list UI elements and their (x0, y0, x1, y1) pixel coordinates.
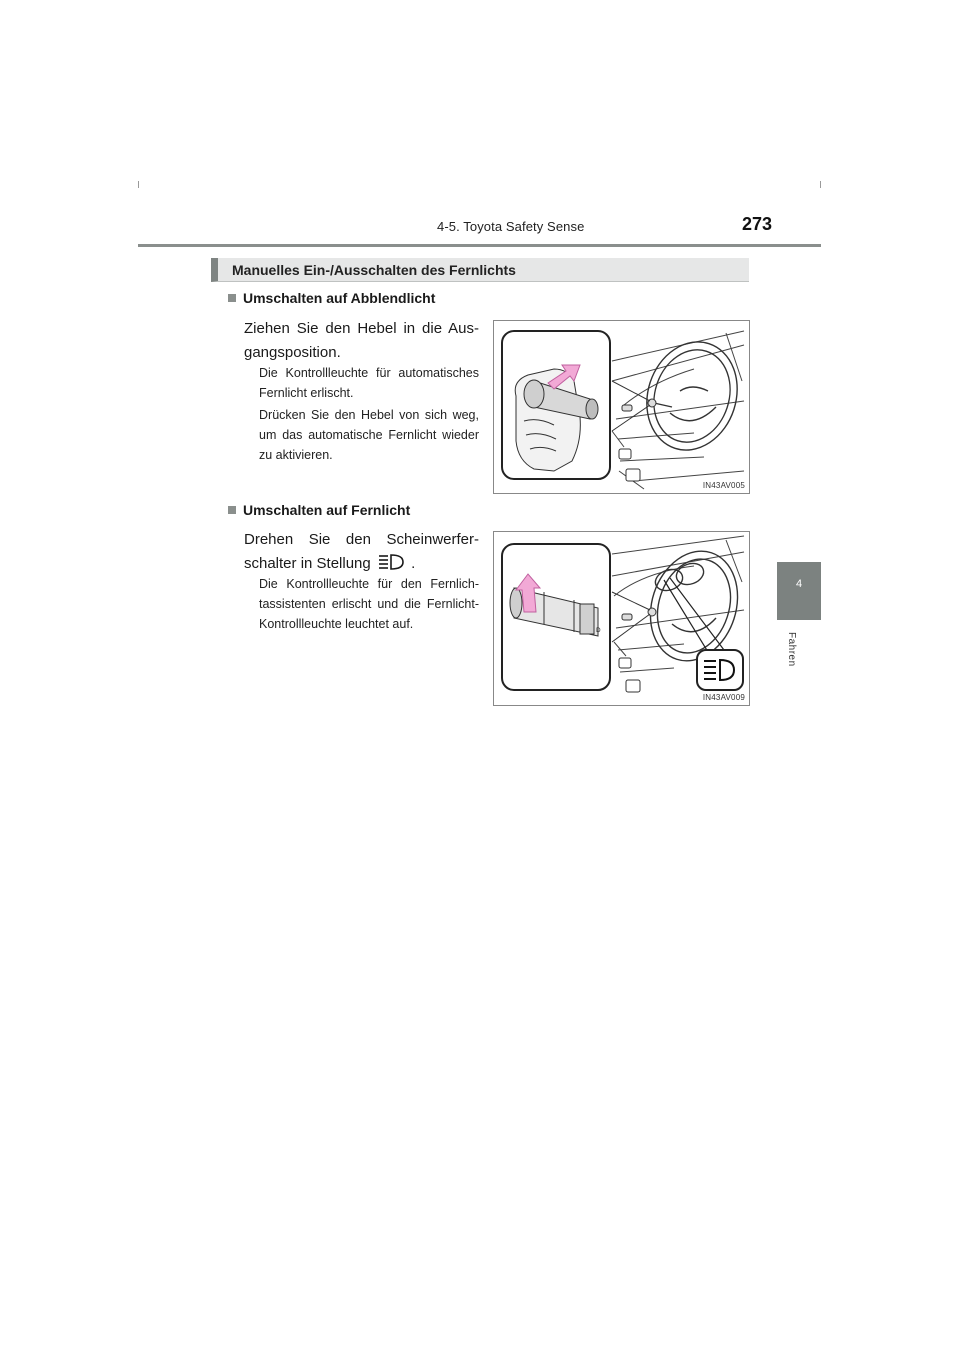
section2-heading: Umschalten auf Fernlicht (243, 502, 411, 518)
crop-mark-left (138, 181, 139, 188)
chapter-number: 4 (795, 578, 803, 590)
section2-instruction (244, 528, 479, 576)
section-title: 4-5. Toyota Safety Sense (437, 219, 585, 234)
header-rule (138, 244, 821, 247)
section-banner (211, 258, 749, 282)
section1-note1: Die Kontrollleuchte für automatisches Fernlicht erlischt. (259, 366, 479, 400)
section2-note: Die Kontrollleuchte für den Fernlichtassistenten erlischt und die Fernlicht-Kontrollleuchte leuchtet auf. (259, 577, 479, 631)
section1-note2: Drücken Sie den Hebel von sich weg, um das automatische Fernlicht wieder zu aktivieren. (259, 408, 479, 462)
figure-lever-high-beam (493, 531, 750, 706)
high-beam-icon (377, 552, 405, 572)
page-number: 273 (742, 214, 773, 234)
figure-lever-low-beam (493, 320, 750, 494)
dashboard-illustration (494, 321, 749, 493)
chapter-label: Fahren (786, 632, 797, 667)
banner-title: Manuelles Ein-/Ausschalten des Fernlichts (232, 262, 516, 278)
bullet-square-icon (228, 506, 236, 514)
section1-heading: Umschalten auf Abblendlicht (243, 290, 436, 306)
section2-instruction-text: Drehen Sie den Scheinwerferschalter in Stellung (244, 531, 479, 572)
figure1-code: IN43AV005 (702, 481, 745, 490)
section1-instruction: Ziehen Sie den Hebel in die Ausgangsposition. (244, 320, 479, 361)
svg-text:D: D (596, 627, 601, 634)
chapter-tab[interactable] (777, 562, 821, 620)
crop-mark-right (820, 181, 821, 188)
figure2-code: IN43AV009 (702, 693, 745, 702)
section2-instruction-end: . (411, 555, 416, 572)
bullet-square-icon (228, 294, 236, 302)
dashboard-illustration (494, 532, 749, 705)
